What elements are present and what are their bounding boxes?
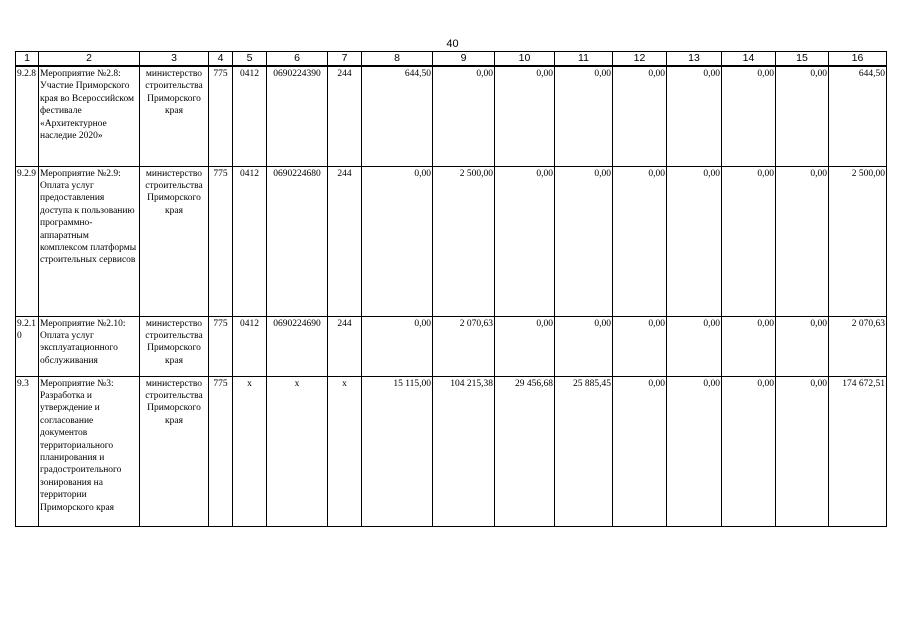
- column-header: 16: [829, 52, 887, 67]
- page-number: 40: [446, 38, 459, 50]
- column-header: 14: [722, 52, 776, 67]
- cell-section: 0412: [233, 66, 267, 166]
- column-header: 2: [39, 52, 140, 67]
- column-number-header: [16, 52, 887, 67]
- cell-value: 0,00: [495, 166, 555, 316]
- cell-value: 0,00: [667, 166, 722, 316]
- row-number: 9.2.9: [16, 166, 39, 316]
- cell-target: 0690224690: [267, 316, 328, 376]
- cell-section: x: [233, 376, 267, 526]
- activity-name: Мероприятие №2.8: Участие Приморского края во Всероссийском фестивале «Архитектурное наследие 2020»: [39, 66, 140, 166]
- column-header: 9: [433, 52, 495, 67]
- cell-value: 0,00: [613, 166, 667, 316]
- cell-section: 0412: [233, 316, 267, 376]
- responsible-org: министерство строительства Приморского края: [140, 376, 209, 526]
- cell-value: 0,00: [722, 376, 776, 526]
- cell-target: 0690224680: [267, 166, 328, 316]
- column-header: 8: [362, 52, 433, 67]
- cell-value: 0,00: [667, 66, 722, 166]
- cell-total: 174 672,51: [829, 376, 887, 526]
- cell-value: 0,00: [613, 316, 667, 376]
- cell-code: 775: [209, 66, 233, 166]
- column-header: 1: [16, 52, 39, 67]
- cell-expense-type: x: [328, 376, 362, 526]
- column-header: 13: [667, 52, 722, 67]
- cell-target: x: [267, 376, 328, 526]
- cell-value: 15 115,00: [362, 376, 433, 526]
- column-header: 5: [233, 52, 267, 67]
- responsible-org: министерство строительства Приморского края: [140, 166, 209, 316]
- cell-value: 0,00: [667, 316, 722, 376]
- cell-value: 0,00: [613, 376, 667, 526]
- cell-value: 0,00: [722, 166, 776, 316]
- activity-name: Мероприятие №2.10: Оплата услуг эксплуатационного обслуживания: [39, 316, 140, 376]
- column-header: 7: [328, 52, 362, 67]
- cell-value: 0,00: [555, 316, 613, 376]
- responsible-org: министерство строительства Приморского края: [140, 66, 209, 166]
- cell-value: 644,50: [362, 66, 433, 166]
- table-row: [16, 166, 887, 316]
- column-header: 3: [140, 52, 209, 67]
- cell-value: 0,00: [362, 316, 433, 376]
- row-number: 9.2.8: [16, 66, 39, 166]
- table-row: [16, 316, 887, 376]
- cell-value: 2 500,00: [433, 166, 495, 316]
- cell-value: 0,00: [722, 316, 776, 376]
- cell-code: 775: [209, 166, 233, 316]
- column-header: 10: [495, 52, 555, 67]
- activity-name: Мероприятие №2.9: Оплата услуг предоставления доступа к пользованию программно-аппаратным комплексом платформы строительных сервисов: [39, 166, 140, 316]
- budget-table: [15, 51, 887, 527]
- column-header: 12: [613, 52, 667, 67]
- cell-value: 0,00: [776, 376, 829, 526]
- cell-value: 0,00: [495, 316, 555, 376]
- column-header: 4: [209, 52, 233, 67]
- table-row: [16, 66, 887, 166]
- column-header: 11: [555, 52, 613, 67]
- cell-value: 2 070,63: [433, 316, 495, 376]
- table-row: [16, 376, 887, 526]
- cell-value: 25 885,45: [555, 376, 613, 526]
- cell-value: 104 215,38: [433, 376, 495, 526]
- row-number: 9.3: [16, 376, 39, 526]
- cell-code: 775: [209, 316, 233, 376]
- cell-expense-type: 244: [328, 66, 362, 166]
- cell-value: 0,00: [667, 376, 722, 526]
- cell-value: 0,00: [495, 66, 555, 166]
- cell-section: 0412: [233, 166, 267, 316]
- cell-value: 0,00: [433, 66, 495, 166]
- cell-value: 29 456,68: [495, 376, 555, 526]
- cell-expense-type: 244: [328, 166, 362, 316]
- cell-total: 644,50: [829, 66, 887, 166]
- cell-code: 775: [209, 376, 233, 526]
- cell-value: 0,00: [555, 66, 613, 166]
- responsible-org: министерство строительства Приморского края: [140, 316, 209, 376]
- cell-total: 2 500,00: [829, 166, 887, 316]
- cell-value: 0,00: [555, 166, 613, 316]
- column-header: 15: [776, 52, 829, 67]
- cell-target: 0690224390: [267, 66, 328, 166]
- cell-value: 0,00: [776, 316, 829, 376]
- activity-name: Мероприятие №3: Разработка и утверждение и согласование документов территориального планирования и градостроительного зонирования на территории Приморского края: [39, 376, 140, 526]
- cell-total: 2 070,63: [829, 316, 887, 376]
- cell-value: 0,00: [776, 166, 829, 316]
- cell-value: 0,00: [776, 66, 829, 166]
- cell-value: 0,00: [722, 66, 776, 166]
- cell-value: 0,00: [362, 166, 433, 316]
- column-header: 6: [267, 52, 328, 67]
- cell-expense-type: 244: [328, 316, 362, 376]
- cell-value: 0,00: [613, 66, 667, 166]
- row-number: 9.2.10: [16, 316, 39, 376]
